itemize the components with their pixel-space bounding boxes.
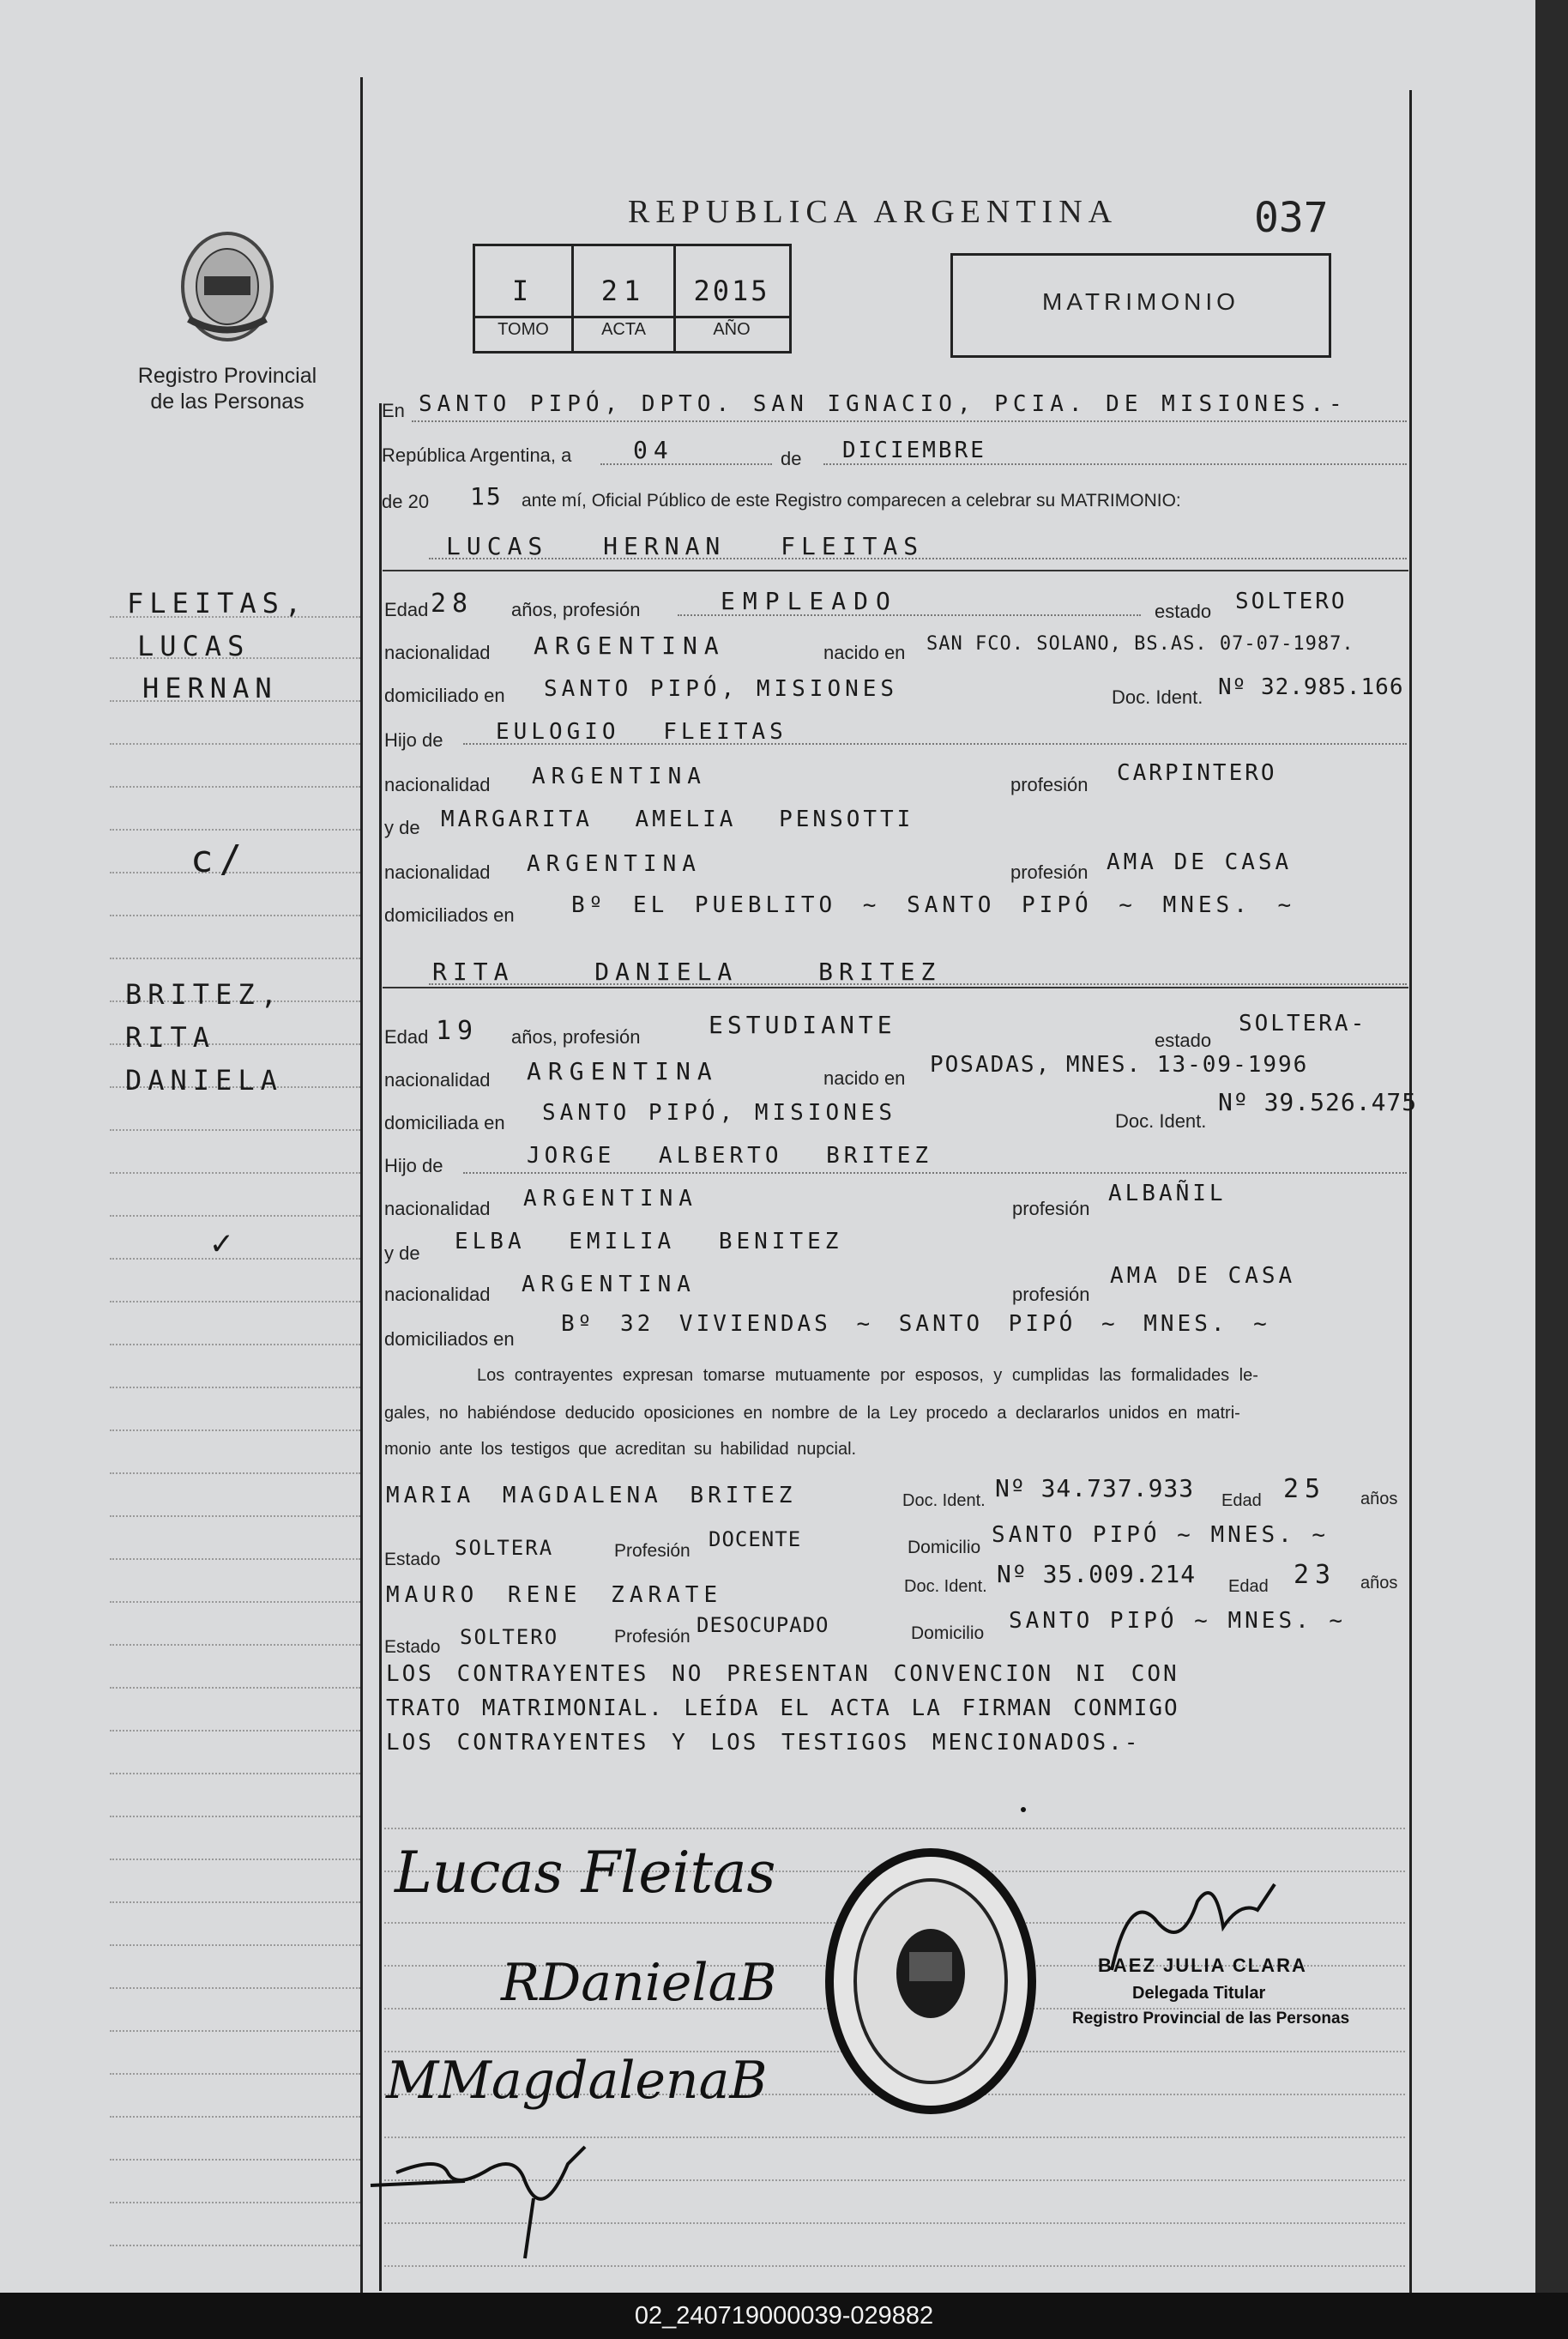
groom-status: SOLTERO [1235,589,1348,614]
label-father-prof-b: profesión [1012,1198,1090,1219]
bride-age: 19 [436,1016,479,1046]
label-w2-estado: Estado [384,1637,441,1657]
witness1-signature: MMagdalenaB [386,2051,768,2111]
tomo-value: I [511,275,535,307]
label-y-de: y de [384,817,420,838]
label-mother-prof-b: profesión [1012,1284,1090,1305]
label-mother-prof: profesión [1010,861,1089,883]
label-doc: Doc. Ident. [1112,686,1203,708]
bride-signature: RDanielaB [501,1953,777,2013]
bride-mother-nat: ARGENTINA [522,1272,697,1297]
margin-groom-first: LUCAS [137,630,250,662]
label-father-nat: nacionalidad [384,774,491,795]
official-name: BAEZ JULIA CLARA [1098,1955,1307,1976]
scan-footer-code: 02_240719000039-029882 [0,2293,1568,2339]
witness2-signature [362,2121,619,2267]
bride-name: RITA DANIELA BRITEZ [432,958,942,986]
label-w1-anos: años [1360,1490,1398,1508]
registry-name-line2: de las Personas [150,390,305,414]
witness1-doc: Nº 34.737.933 [995,1474,1195,1502]
scan-edge [1535,0,1568,2293]
folio-number: 037 [1254,194,1329,242]
margin-check: ✓ [211,1224,238,1263]
groom-father-prof: CARPINTERO [1117,760,1277,786]
label-mother-nat-b: nacionalidad [384,1284,491,1305]
label-w1-edad: Edad [1221,1491,1262,1510]
label-w2-edad: Edad [1228,1577,1269,1596]
label-y-de-b: y de [384,1242,420,1264]
groom-mother-nat: ARGENTINA [527,851,702,877]
witness2-age: 23 [1294,1560,1337,1590]
margin-bride-middle: DANIELA [125,1064,283,1097]
label-edad-b: Edad [384,1026,429,1048]
label-nacido: nacido en [823,642,906,663]
en-label: En [382,400,405,421]
ink-dot [1021,1807,1026,1812]
label-w2-doc: Doc. Ident. [904,1577,987,1596]
groom-doc: Nº 32.985.166 [1218,674,1404,700]
bride-status: SOLTERA- [1239,1011,1367,1037]
margin-groom-middle: HERNAN [142,672,278,704]
official-stamp [823,1845,1038,2118]
label-w1-domicilio: Domicilio [908,1538,981,1557]
label-nacido-b: nacido en [823,1067,906,1089]
margin-connector: c/ [190,837,248,881]
bride-profession: ESTUDIANTE [709,1011,896,1039]
margin-bride-first: RITA [125,1021,216,1054]
year-prefix: de 20 [382,491,430,512]
groom-birth: SAN FCO. SOLANO, BS.AS. 07-07-1987. [926,633,1354,655]
registry-name-line1: Registro Provincial [137,364,317,388]
label-w2-anos: años [1360,1574,1398,1593]
label-w1-estado: Estado [384,1550,441,1569]
day: 04 [633,436,674,464]
bride-father: JORGE ALBERTO BRITEZ [527,1143,933,1169]
acta-label: ACTA [601,320,646,339]
ante-text: ante mí, Oficial Público de este Registro comparecen a celebrar su MATRIMONIO: [522,491,1181,511]
bride-birth: POSADAS, MNES. 13-09-1996 [930,1052,1309,1078]
label-w1-doc: Doc. Ident. [902,1491,986,1510]
witness2-status: SOLTERO [460,1625,559,1649]
official-title: Delegada Titular [1132,1984,1266,2003]
witness1-status: SOLTERA [455,1536,554,1560]
month: DICIEMBRE [842,438,986,463]
label-w2-domicilio: Domicilio [911,1623,985,1643]
bride-father-nat: ARGENTINA [523,1186,698,1212]
province-seal-logo [172,225,283,349]
label-w2-profesion: Profesión [614,1627,691,1647]
notes-line3: LOS CONTRAYENTES Y LOS TESTIGOS MENCIONADOS.- [386,1730,1141,1756]
country-title: REPUBLICA ARGENTINA [628,194,1119,230]
label-doc-b: Doc. Ident. [1115,1110,1207,1132]
witness2-domicile: SANTO PIPÓ ~ MNES. ~ [1009,1608,1347,1634]
notes-line2: TRATO MATRIMONIAL. LEÍDA EL ACTA LA FIRMAN CONMIGO [386,1695,1179,1721]
de-label: de [781,448,802,469]
label-w1-profesion: Profesión [614,1541,691,1561]
declaration-line3: monio ante los testigos que acreditan su habilidad nupcial. [384,1440,857,1459]
official-office: Registro Provincial de las Personas [1072,2010,1350,2028]
bride-nationality: ARGENTINA [527,1057,719,1085]
body-left-rule [379,403,382,2291]
witness1-name: MARIA MAGDALENA BRITEZ [386,1483,797,1508]
label-father-nat-b: nacionalidad [384,1198,491,1219]
label-estado: estado [1155,601,1212,622]
label-estado-b: estado [1155,1030,1212,1051]
witness1-age: 25 [1283,1474,1327,1504]
label-anos-profesion: años, profesión [511,599,641,620]
bride-mother-prof: AMA DE CASA [1110,1263,1296,1289]
groom-mother: MARGARITA AMELIA PENSOTTI [441,807,914,832]
bride-domicile: SANTO PIPÓ, MISIONES [542,1100,897,1126]
republica-label: República Argentina, a [382,444,572,466]
label-anos-profesion-b: años, profesión [511,1026,641,1048]
record-type: MATRIMONIO [1042,288,1239,315]
margin-bride-surname: BRITEZ, [125,978,283,1011]
groom-age: 28 [431,589,474,619]
bride-mother: ELBA EMILIA BENITEZ [455,1229,843,1254]
witness1-profession: DOCENTE [709,1527,802,1551]
label-domiciliados: domiciliados en [384,904,515,926]
groom-domicile: SANTO PIPÓ, MISIONES [544,676,899,702]
groom-profession: EMPLEADO [721,587,898,615]
margin-rule [360,77,363,2293]
label-nacionalidad-b: nacionalidad [384,1069,491,1091]
witness1-domicile: SANTO PIPÓ ~ MNES. ~ [992,1522,1330,1548]
anio-value: 2015 [693,275,770,307]
label-domiciliada: domiciliada en [384,1112,505,1133]
label-nacionalidad: nacionalidad [384,642,491,663]
body-right-rule [1409,90,1412,2293]
declaration-line1: Los contrayentes expresan tomarse mutuamente por esposos, y cumplidas las formalidades le- [477,1366,1258,1385]
margin-groom-surname: FLEITAS, [127,587,308,620]
groom-parents-dom: Bº EL PUEBLITO ~ SANTO PIPÓ ~ MNES. ~ [571,892,1296,918]
bride-doc: Nº 39.526.475 [1218,1088,1418,1116]
label-domiciliados-b: domiciliados en [384,1328,515,1350]
groom-nationality: ARGENTINA [534,632,726,660]
label-edad: Edad [384,599,429,620]
groom-father: EULOGIO FLEITAS [496,719,787,745]
place: SANTO PIPÓ, DPTO. SAN IGNACIO, PCIA. DE MISIONES.- [419,391,1348,417]
label-hijo-de: Hijo de [384,729,443,751]
declaration-line2: gales, no habiéndose deducido oposiciones en nombre de la Ley procedo a declararlos unidos en matri- [384,1404,1240,1423]
witness2-profession: DESOCUPADO [697,1613,829,1637]
label-hijo-de-b: Hijo de [384,1155,443,1176]
acta-value: 21 [600,275,647,307]
groom-father-nat: ARGENTINA [532,764,707,789]
anio-label: AÑO [713,320,751,339]
tomo-label: TOMO [498,320,549,339]
groom-signature: Lucas Fleitas [395,1840,776,1906]
bride-father-prof: ALBAÑIL [1108,1181,1227,1206]
year-suffix: 15 [470,482,503,511]
label-mother-nat: nacionalidad [384,861,491,883]
witness2-doc: Nº 35.009.214 [997,1560,1197,1588]
label-father-prof: profesión [1010,774,1089,795]
groom-name: LUCAS HERNAN FLEITAS [446,532,925,560]
groom-mother-prof: AMA DE CASA [1107,849,1293,875]
bride-parents-dom: Bº 32 VIVIENDAS ~ SANTO PIPÓ ~ MNES. ~ [561,1311,1270,1337]
label-domiciliado: domiciliado en [384,685,505,706]
witness2-name: MAURO RENE ZARATE [386,1582,723,1608]
notes-line1: LOS CONTRAYENTES NO PRESENTAN CONVENCION NI CON [386,1661,1179,1687]
